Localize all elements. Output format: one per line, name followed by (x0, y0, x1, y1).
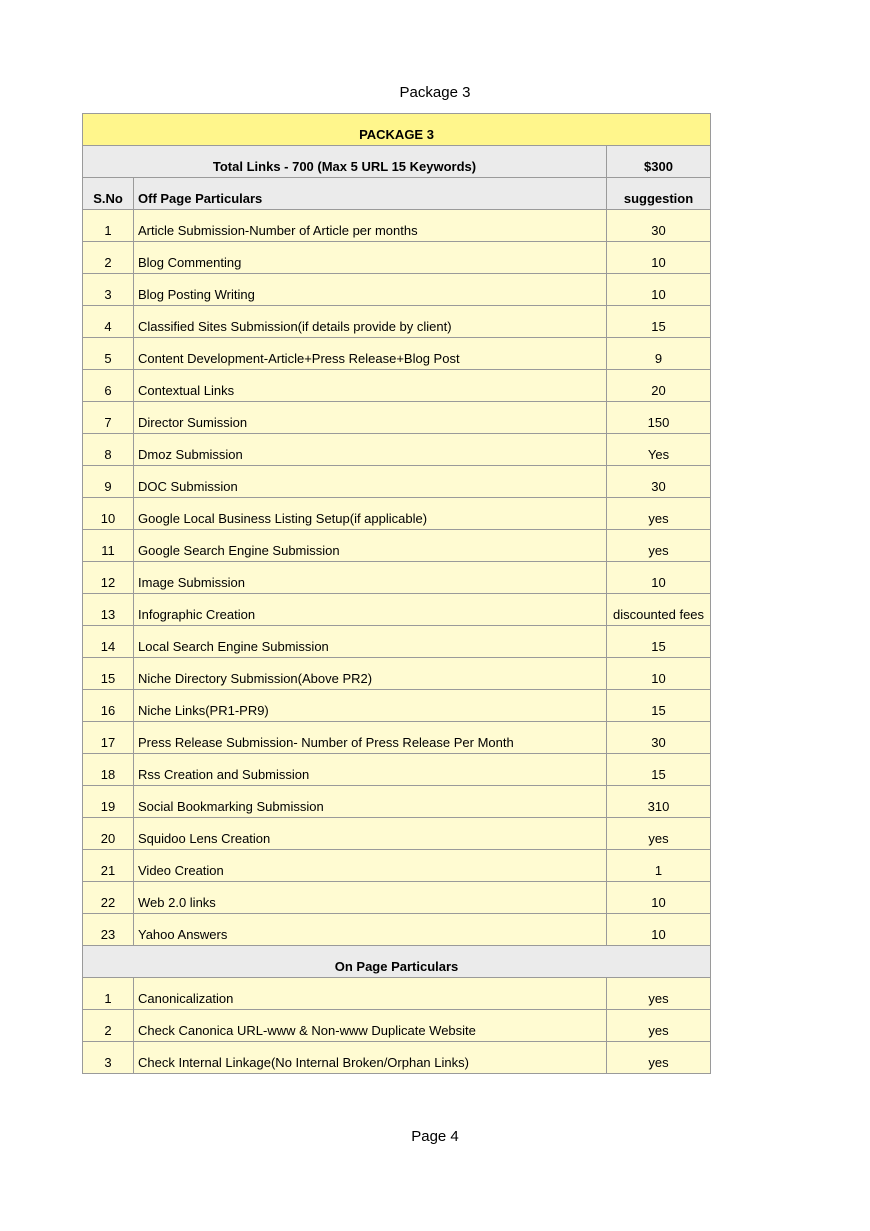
off-page-row (83, 530, 711, 562)
off-page-row (83, 242, 711, 274)
row-sno: 22 (83, 882, 134, 914)
row-particular: Squidoo Lens Creation (134, 818, 607, 850)
row-sno: 15 (83, 658, 134, 690)
row-particular: Image Submission (134, 562, 607, 594)
row-particular: Classified Sites Submission(if details provide by client) (134, 306, 607, 338)
row-suggestion: yes (607, 530, 711, 562)
row-sno: 17 (83, 722, 134, 754)
row-suggestion: 15 (607, 626, 711, 658)
row-sno: 19 (83, 786, 134, 818)
row-suggestion: 10 (607, 882, 711, 914)
row-suggestion: 30 (607, 466, 711, 498)
on-page-row (83, 1042, 711, 1074)
row-suggestion: 9 (607, 338, 711, 370)
row-suggestion: 10 (607, 914, 711, 946)
on-page-row (83, 978, 711, 1010)
off-page-row (83, 626, 711, 658)
row-suggestion: discounted fees (607, 594, 711, 626)
row-particular: Infographic Creation (134, 594, 607, 626)
row-particular: Blog Commenting (134, 242, 607, 274)
row-suggestion: 30 (607, 210, 711, 242)
off-page-row (83, 562, 711, 594)
on-page-section-row (83, 946, 711, 978)
row-particular: Google Local Business Listing Setup(if applicable) (134, 498, 607, 530)
row-particular: Local Search Engine Submission (134, 626, 607, 658)
off-page-row (83, 210, 711, 242)
off-page-row (83, 370, 711, 402)
row-particular: Article Submission-Number of Article per months (134, 210, 607, 242)
row-sno: 4 (83, 306, 134, 338)
row-suggestion: 20 (607, 370, 711, 402)
row-sno: 5 (83, 338, 134, 370)
row-suggestion: 15 (607, 754, 711, 786)
package-table (82, 113, 711, 1074)
row-sno: 7 (83, 402, 134, 434)
package-title: PACKAGE 3 (83, 114, 711, 146)
row-particular: Yahoo Answers (134, 914, 607, 946)
row-particular: DOC Submission (134, 466, 607, 498)
suggestion-header: suggestion (607, 178, 711, 210)
row-suggestion: 15 (607, 690, 711, 722)
row-sno: 2 (83, 242, 134, 274)
row-particular: Check Canonica URL-www & Non-www Duplicate Website (134, 1010, 607, 1042)
row-particular: Google Search Engine Submission (134, 530, 607, 562)
row-particular: Press Release Submission- Number of Press Release Per Month (134, 722, 607, 754)
row-sno: 20 (83, 818, 134, 850)
off-page-row (83, 658, 711, 690)
row-sno: 21 (83, 850, 134, 882)
row-sno: 8 (83, 434, 134, 466)
row-suggestion: 10 (607, 658, 711, 690)
row-sno: 3 (83, 1042, 134, 1074)
row-sno: 1 (83, 978, 134, 1010)
off-page-row (83, 818, 711, 850)
row-suggestion: 10 (607, 274, 711, 306)
on-page-row (83, 1010, 711, 1042)
off-page-row (83, 754, 711, 786)
row-suggestion: 1 (607, 850, 711, 882)
row-sno: 23 (83, 914, 134, 946)
row-suggestion: yes (607, 498, 711, 530)
off-page-row (83, 498, 711, 530)
row-suggestion: 150 (607, 402, 711, 434)
row-suggestion: 10 (607, 242, 711, 274)
row-particular: Niche Directory Submission(Above PR2) (134, 658, 607, 690)
page-number: Page 4 (411, 1128, 459, 1145)
row-sno: 16 (83, 690, 134, 722)
row-sno: 1 (83, 210, 134, 242)
off-page-row (83, 306, 711, 338)
row-particular: Blog Posting Writing (134, 274, 607, 306)
row-particular: Contextual Links (134, 370, 607, 402)
row-sno: 18 (83, 754, 134, 786)
column-header-row (83, 178, 711, 210)
package-price: $300 (607, 146, 711, 178)
row-particular: Check Internal Linkage(No Internal Broken/Orphan Links) (134, 1042, 607, 1074)
off-page-row (83, 466, 711, 498)
off-page-row (83, 402, 711, 434)
off-page-row (83, 338, 711, 370)
row-suggestion: yes (607, 1010, 711, 1042)
row-suggestion: 10 (607, 562, 711, 594)
on-page-section-title: On Page Particulars (83, 946, 711, 978)
row-suggestion: yes (607, 1042, 711, 1074)
row-sno: 13 (83, 594, 134, 626)
off-page-row (83, 914, 711, 946)
off-page-row (83, 722, 711, 754)
row-particular: Niche Links(PR1-PR9) (134, 690, 607, 722)
row-sno: 3 (83, 274, 134, 306)
row-sno: 10 (83, 498, 134, 530)
row-sno: 9 (83, 466, 134, 498)
sno-header: S.No (83, 178, 134, 210)
off-page-row (83, 594, 711, 626)
row-suggestion: 310 (607, 786, 711, 818)
row-particular: Rss Creation and Submission (134, 754, 607, 786)
off-page-row (83, 882, 711, 914)
row-sno: 14 (83, 626, 134, 658)
row-sno: 6 (83, 370, 134, 402)
row-particular: Dmoz Submission (134, 434, 607, 466)
row-particular: Content Development-Article+Press Release+Blog Post (134, 338, 607, 370)
row-suggestion: yes (607, 978, 711, 1010)
total-links-label: Total Links - 700 (Max 5 URL 15 Keywords) (83, 146, 607, 178)
row-suggestion: 30 (607, 722, 711, 754)
row-sno: 12 (83, 562, 134, 594)
row-particular: Canonicalization (134, 978, 607, 1010)
row-sno: 11 (83, 530, 134, 562)
row-particular: Web 2.0 links (134, 882, 607, 914)
total-links-row (83, 146, 711, 178)
off-page-row (83, 850, 711, 882)
row-sno: 2 (83, 1010, 134, 1042)
off-page-row (83, 274, 711, 306)
off-page-row (83, 786, 711, 818)
page-header-title: Package 3 (399, 84, 471, 101)
row-suggestion: Yes (607, 434, 711, 466)
row-particular: Director Sumission (134, 402, 607, 434)
package-title-row (83, 114, 711, 146)
off-page-row (83, 690, 711, 722)
row-particular: Social Bookmarking Submission (134, 786, 607, 818)
row-particular: Video Creation (134, 850, 607, 882)
off-page-row (83, 434, 711, 466)
row-suggestion: yes (607, 818, 711, 850)
row-suggestion: 15 (607, 306, 711, 338)
particulars-header: Off Page Particulars (134, 178, 607, 210)
